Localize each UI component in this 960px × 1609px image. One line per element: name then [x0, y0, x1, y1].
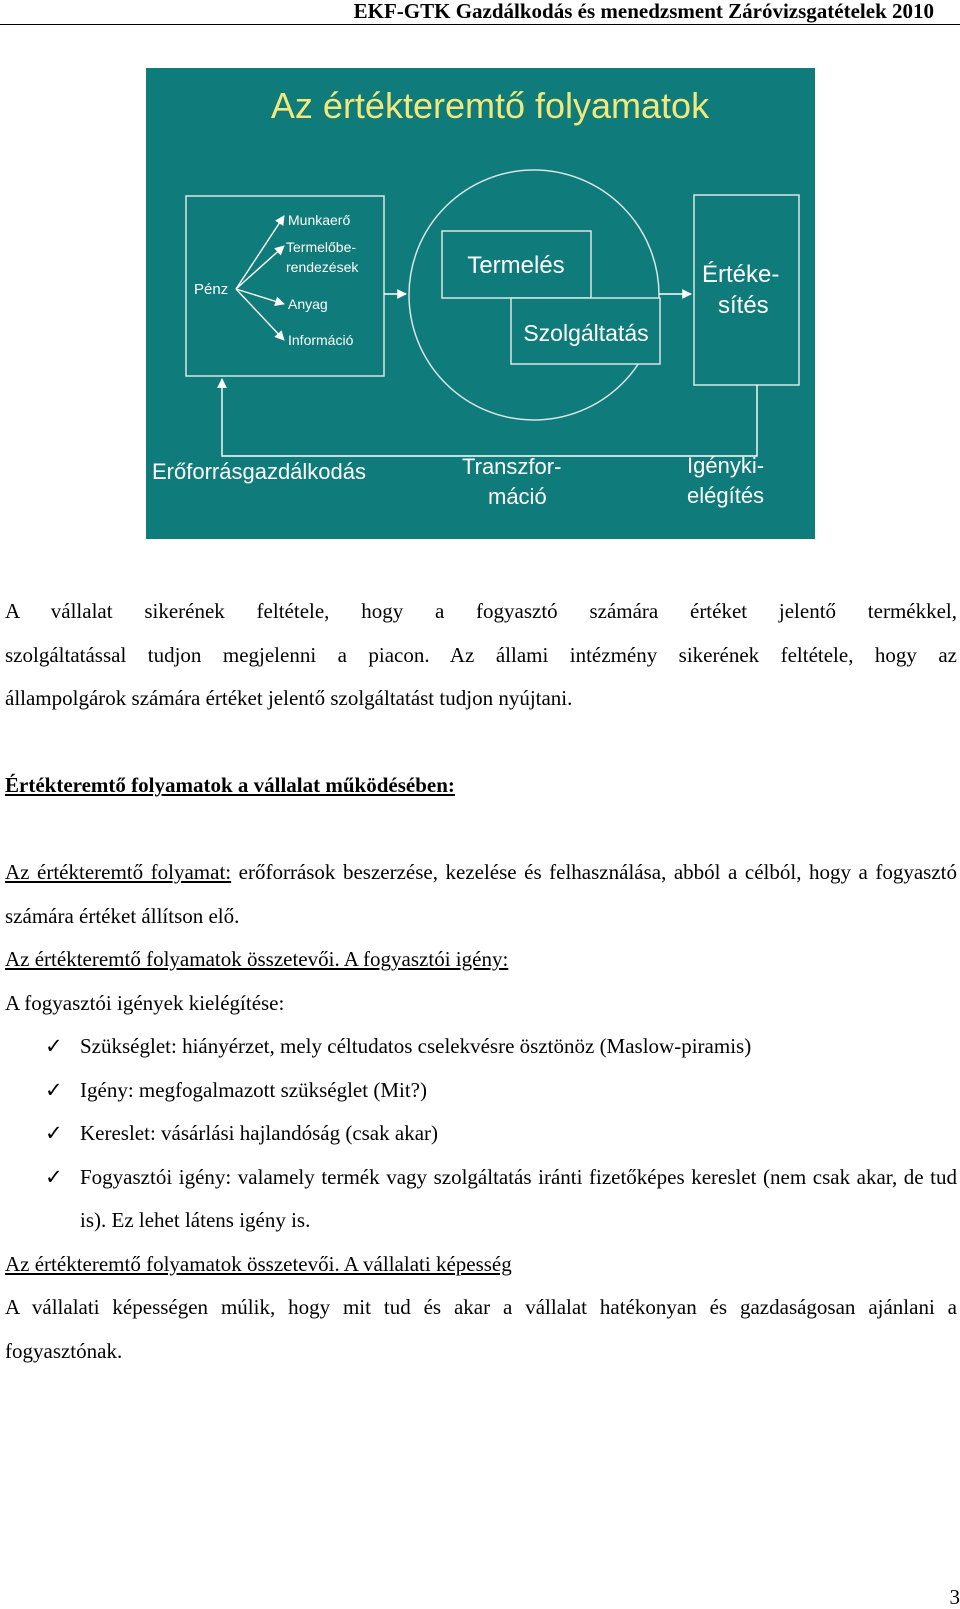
- list-item: [5, 1156, 957, 1243]
- subheading-company-capability: Az értékteremtő folyamatok összetevői. A vállalati képesség: [5, 1251, 512, 1276]
- stage-transformation-2: máció: [488, 484, 547, 509]
- resource-equipment-2: rendezések: [286, 259, 359, 275]
- list-item: [5, 1069, 957, 1113]
- need-text: Igény: megfogalmazott szükséglet (Mit?): [80, 1077, 427, 1102]
- subheading-1-wrap: [5, 938, 957, 982]
- check-icon: ✓: [45, 1121, 63, 1145]
- money-label: Pénz: [194, 281, 229, 298]
- need-text: Fogyasztói igény: valamely termék vagy szolgáltatás iránti fizetőképes kereslet (nem csak akar, de tud is). Ez lehet látens igény is.: [80, 1164, 957, 1232]
- running-header: EKF-GTK Gazdálkodás és menedzsment Záróvizsgatételek 2010: [353, 0, 934, 23]
- subheading-consumer-demand: Az értékteremtő folyamatok összetevői. A fogyasztói igény:: [5, 947, 509, 971]
- definition-term: Az értékteremtő folyamat:: [5, 860, 232, 884]
- check-icon: ✓: [45, 1034, 63, 1058]
- list-item: [5, 1112, 957, 1156]
- check-icon: ✓: [45, 1164, 63, 1189]
- section-heading: Értékteremtő folyamatok a vállalat működésében:: [5, 773, 455, 797]
- header-rule: [0, 24, 960, 25]
- stage-resource-management: Erőforrásgazdálkodás: [152, 459, 367, 484]
- resource-information: Információ: [288, 332, 354, 348]
- slide-diagram-svg: [146, 68, 815, 539]
- capability-paragraph: A vállalati képességen múlik, hogy mit tud és akar a vállalat hatékonyan és gazdaságosan ajánlani a fogyasztónak.: [5, 1295, 957, 1363]
- resource-labour: Munkaerő: [288, 212, 351, 228]
- slide-title: Az értékteremtő folyamatok: [270, 85, 710, 126]
- section-heading-wrap: [5, 764, 957, 808]
- sales-label-2: sítés: [718, 292, 769, 319]
- intro-line-3: állampolgárok számára értéket jelentő szolgáltatást tudjon nyújtani.: [5, 686, 573, 710]
- main-text: [5, 590, 957, 1373]
- stage-transformation-1: Transzfor-: [462, 454, 562, 479]
- subheading-2-wrap: [5, 1243, 957, 1287]
- service-label: Szolgáltatás: [523, 320, 649, 346]
- resource-equipment-1: Termelőbe-: [286, 239, 357, 255]
- sales-label-1: Értéke-: [702, 261, 780, 288]
- page-number: 3: [949, 1585, 960, 1609]
- list-item: [5, 1025, 957, 1069]
- stage-satisfaction-1: Igényki-: [687, 453, 765, 478]
- slide-diagram: [146, 68, 815, 539]
- resource-material: Anyag: [288, 296, 328, 312]
- intro-line-1: A vállalat sikerének feltétele, hogy a fogyasztó számára értéket jelentő termékkel,: [5, 599, 957, 623]
- definition-paragraph: [5, 851, 957, 938]
- production-label: Termelés: [467, 252, 565, 279]
- check-icon: ✓: [45, 1077, 63, 1102]
- needs-list: [5, 1025, 957, 1243]
- stage-satisfaction-2: elégítés: [687, 483, 765, 508]
- definition-text: erőforrások beszerzése, kezelése és felhasználása, abból a célból, hogy a fogyasztó számára értéket állítson elő.: [5, 860, 957, 928]
- consumer-needs-intro: A fogyasztói igények kielégítése:: [5, 990, 285, 1015]
- need-text: Szükséglet: hiányérzet, mely céltudatos cselekvésre ösztönöz (Maslow-piramis): [80, 1034, 752, 1058]
- need-text: Kereslet: vásárlási hajlandóság (csak akar): [80, 1121, 439, 1145]
- intro-line-2: szolgáltatással tudjon megjelenni a piacon. Az állami intézmény sikerének feltétele, hogy az: [5, 642, 957, 667]
